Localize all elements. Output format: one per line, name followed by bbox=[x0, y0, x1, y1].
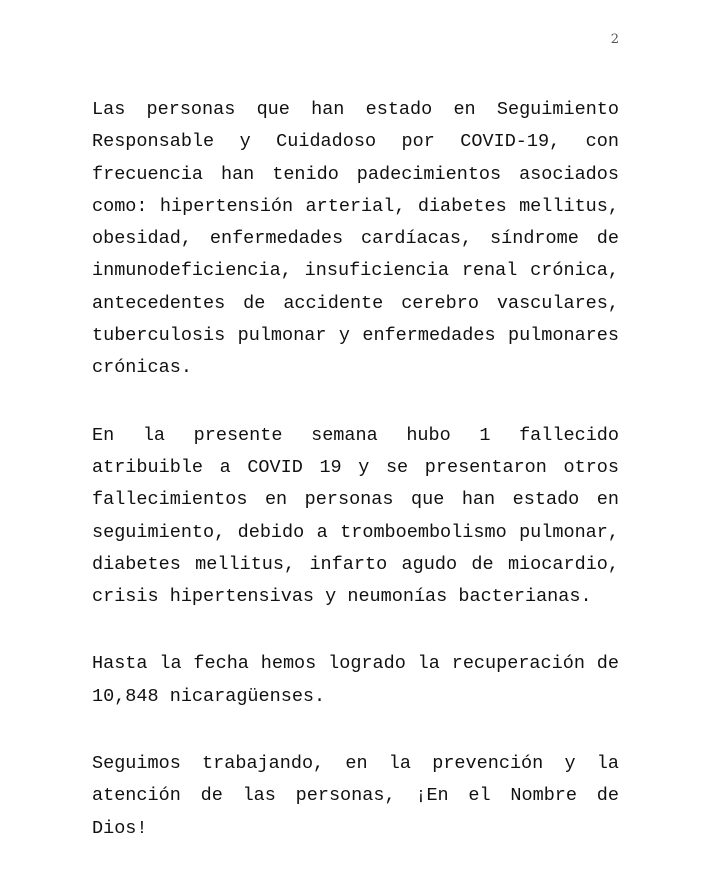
document-body bbox=[92, 94, 619, 880]
paragraph-recoveries: Hasta la fecha hemos logrado la recuperación de 10,848 nicaragüenses. bbox=[92, 653, 619, 707]
paragraph-deaths: En la presente semana hubo 1 fallecido atribuible a COVID 19 y se presentaron otros fallecimientos en personas que han estado en seguimiento, debido a tromboembolismo pulmonar, diabetes mellitus, infarto agudo de miocardio, crisis hipertensivas y neumonías bacterianas. bbox=[92, 424, 619, 608]
paragraph-closing: Seguimos trabajando, en la prevención y la atención de las personas, ¡En el Nombre de Dios! bbox=[92, 753, 619, 839]
page-number: 2 bbox=[610, 32, 619, 47]
paragraph-comorbidities: Las personas que han estado en Seguimiento Responsable y Cuidadoso por COVID-19, con frecuencia han tenido padecimientos asociados como: hipertensión arterial, diabetes mellitus, obesidad, enfermedades cardíacas, síndrome de inmunodeficiencia, insuficiencia renal crónica, antecedentes de accidente cerebro vasculares, tuberculosis pulmonar y enfermedades pulmonares crónicas. bbox=[92, 99, 619, 379]
